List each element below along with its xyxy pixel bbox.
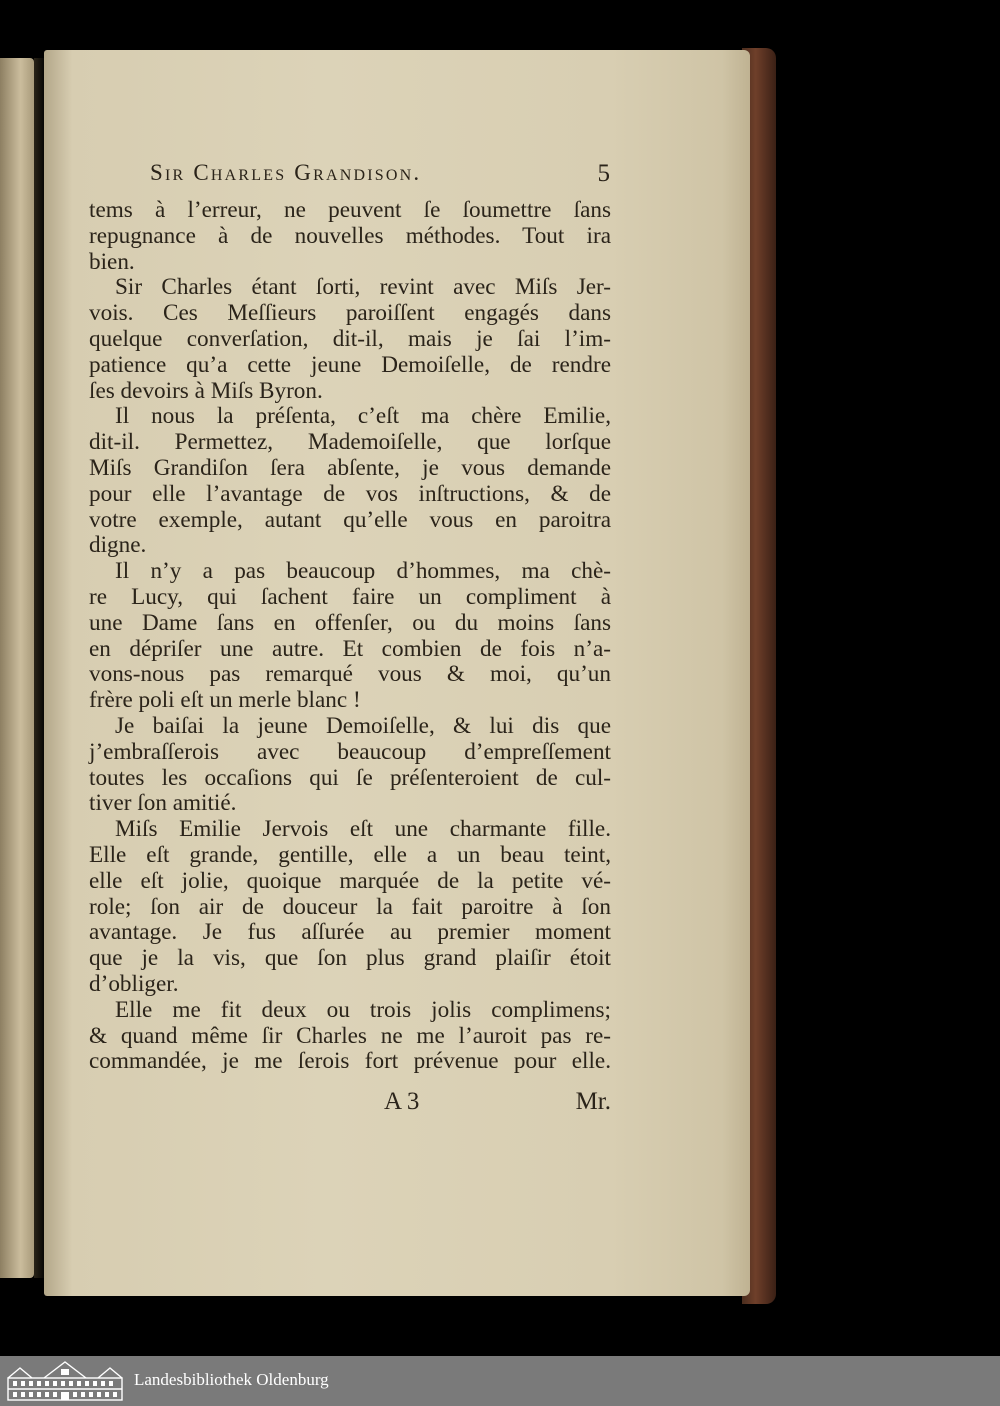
text-line: re Lucy, qui ſachent faire un compliment à [89,583,611,610]
text-line: tiver ſon amitié. [89,790,237,817]
page-number: 5 [597,160,610,187]
text-line: quelque converſation, dit-il, mais je ſai l’im- [89,325,611,352]
text-line: & quand même ſir Charles ne me l’auroit pas re- [89,1022,611,1049]
library-banner [0,1356,1000,1406]
body-text [89,198,611,1075]
text-line: Je baiſai la jeune Demoiſelle, & lui dis que [115,712,611,739]
text-line: avantage. Je fus aſſurée au premier moment [89,919,611,946]
text-line: vois. Ces Meſſieurs paroiſſent engagés dans [89,300,611,327]
text-line: dit-il. Permettez, Mademoiſelle, que lorſque [89,429,611,456]
text-line: role; ſon air de douceur la fait paroitre à ſon [89,893,611,920]
text-line: Elle me fit deux ou trois jolis complimens; [115,996,611,1023]
library-building-icon [6,1360,124,1402]
page-header [150,160,610,194]
text-line: patience qu’a cette jeune Demoiſelle, de rendre [89,351,611,378]
left-page-edge [0,58,34,1278]
text-line: en dépriſer une autre. Et combien de fois n’a- [89,635,611,662]
signature-mark: A 3 [384,1088,420,1115]
text-line: ſes devoirs à Miſs Byron. [89,377,323,404]
text-line: Sir Charles étant ſorti, revint avec Miſs Jer- [115,274,611,301]
text-line: Il nous la préſenta, c’eſt ma chère Emilie, [115,403,611,430]
text-line: Miſs Emilie Jervois eſt une charmante fille. [115,816,611,843]
text-line: elle eſt jolie, quoique marquée de la petite vé- [89,867,611,894]
text-line: tems à l’erreur, ne peuvent ſe ſoumettre ſans [89,197,611,223]
text-line: commandée, je me ſerois fort prévenue pour elle. [89,1048,611,1075]
text-line: que je la vis, que ſon plus grand plaiſir étoit [89,945,611,972]
text-line: votre exemple, autant qu’elle vous en paroitra [89,506,611,533]
text-line: une Dame ſans en offenſer, ou du moins ſans [89,609,611,636]
page-footer [89,1088,611,1118]
text-line: frère poli eſt un merle blanc ! [89,687,361,714]
text-line: digne. [89,532,147,559]
catchword: Mr. [575,1088,611,1115]
library-name: Landesbibliothek Oldenburg [134,1370,329,1389]
text-line: vons-nous pas remarqué vous & moi, qu’un [89,661,611,688]
text-line: bien. [89,248,135,275]
text-line: Elle eſt grande, gentille, elle a un beau teint, [89,841,611,868]
running-head: Sir Charles Grandison. [150,160,422,185]
text-line: pour elle l’avantage de vos inſtructions, & de [89,480,611,507]
text-line: Il n’y a pas beaucoup d’hommes, ma chè- [115,558,611,585]
text-line: d’obliger. [89,970,179,997]
text-line: repugnance à de nouvelles méthodes. Tout ira [89,222,611,249]
text-line: toutes les occaſions qui ſe préſenteroient de cul- [89,764,611,791]
text-line: j’embraſſerois avec beaucoup d’empreſſement [89,738,611,765]
text-line: Miſs Grandiſon ſera abſente, je vous demande [89,454,611,481]
